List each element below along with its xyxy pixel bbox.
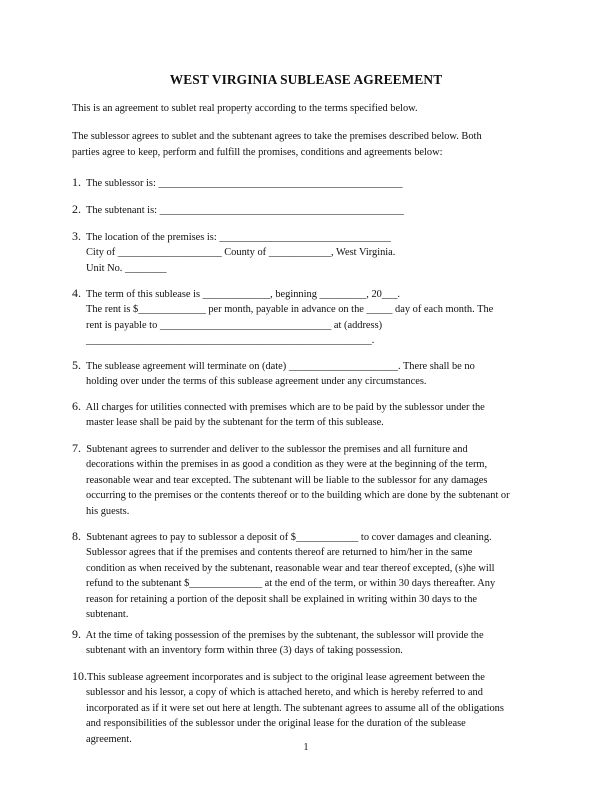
clause-line: rent is payable to _________________________________ at (address) [86,319,383,331]
clause-line: subtenant. [86,609,129,621]
clause-number: 4. [72,286,81,300]
clause-line: City of ____________________ County of ____________, West Virginia. [86,247,396,259]
clause-line: agreement. [86,733,132,745]
clause-line: The location of the premises is: _________________________________ [86,232,391,243]
clause-line: Subtenant agrees to pay to sublessor a deposit of $____________ to cover damages and cleaning. [86,532,492,543]
clause-line: The term of this sublease is _____________, beginning _________, 20___. [86,289,401,300]
clause-line: At the time of taking possession of the premises by the subtenant, the sublessor will provide the [85,630,484,641]
clause-line: incorporated as if it were set out here at length. The subtenant agrees to assume all of the obligations [86,702,504,714]
clause-2 [72,202,552,218]
clause-line: and responsibilities of the sublessor under the original lease for the duration of the sublease [86,718,466,730]
clause-line: master lease shall be paid by the subtenant for the term of this sublease. [86,417,384,429]
clause-line: sublessor and his lessor, a copy of which is attached hereto, and which is hereby referred to and [86,687,483,699]
clause-line: Subtenant agrees to surrender and deliver to the sublessor the premises and all furniture and [86,444,468,455]
clause-line: The sublease agreement will terminate on (date) _____________________. There shall be no [86,361,475,372]
agreement-line: The sublessor agrees to sublet and the subtenant agrees to take the premises described below. Both [72,131,482,142]
clause-number: 8. [72,529,81,543]
clause-line: reasonable wear and tear excepted. The subtenant will be liable to the sublessor for any damages [86,474,488,486]
clause-line: condition as when received by the subtenant, reasonable wear and tear thereof excepted, (s)he will [86,562,495,574]
clause-6 [72,399,552,431]
clause-line: The subtenant is: _______________________________________________ [86,205,404,216]
clause-number: 9. [72,627,81,641]
clause-number: 3. [72,229,81,243]
clause-7 [72,441,552,519]
clause-line: subtenant with an inventory form within three (3) days of taking possession. [86,645,403,657]
clause-line: refund to the subtenant $______________ at the end of the term, or within 30 days thereafter. Any [86,578,496,590]
clause-line: The rent is $_____________ per month, payable in advance on the _____ day of each month. The [86,304,494,316]
clause-number: 7. [72,441,81,455]
clause-line: _______________________________________________________. [86,335,375,347]
clause-5 [72,358,552,390]
page-number: 1 [303,742,309,753]
clause-line: reason for retaining a portion of the deposit shall be explained in writing within 30 days to the [86,593,478,605]
clause-8 [72,529,552,622]
clause-line: The sublessor is: _______________________________________________ [86,178,403,189]
clause-line: Unit No. ________ [86,262,167,274]
clause-9 [72,627,552,659]
intro-paragraph: This is an agreement to sublet real property according to the terms specified below. [72,103,418,114]
clause-3 [72,229,552,276]
clause-1 [72,175,552,191]
clause-number: 5. [72,358,81,372]
clause-number: 1. [72,175,81,189]
clause-10 [72,669,552,747]
clause-number: 10. [72,669,87,683]
clause-number: 6. [72,399,81,413]
clause-line: his guests. [86,505,130,517]
clause-4 [72,286,552,349]
clause-number: 2. [72,202,81,216]
agreement-line: parties agree to keep, perform and fulfill the promises, conditions and agreements below: [72,147,443,158]
clause-line: occurring to the premises or the contents thereof or to the building which are done by the subtenant or [86,490,510,502]
agreement-paragraph [72,129,552,161]
document-title: WEST VIRGINIA SUBLEASE AGREEMENT [169,72,443,87]
clause-line: decorations within the premises in as good a condition as they were at the beginning of the term, [86,459,488,471]
clause-line: holding over under the terms of this sublease agreement under any circumstances. [86,376,427,388]
clause-line: All charges for utilities connected with premises which are to be paid by the sublessor under the [85,402,485,413]
clause-line: This sublease agreement incorporates and is subject to the original lease agreement between the [87,672,485,683]
clause-line: Sublessor agrees that if the premises and contents thereof are returned to him/her in the same [86,547,473,559]
